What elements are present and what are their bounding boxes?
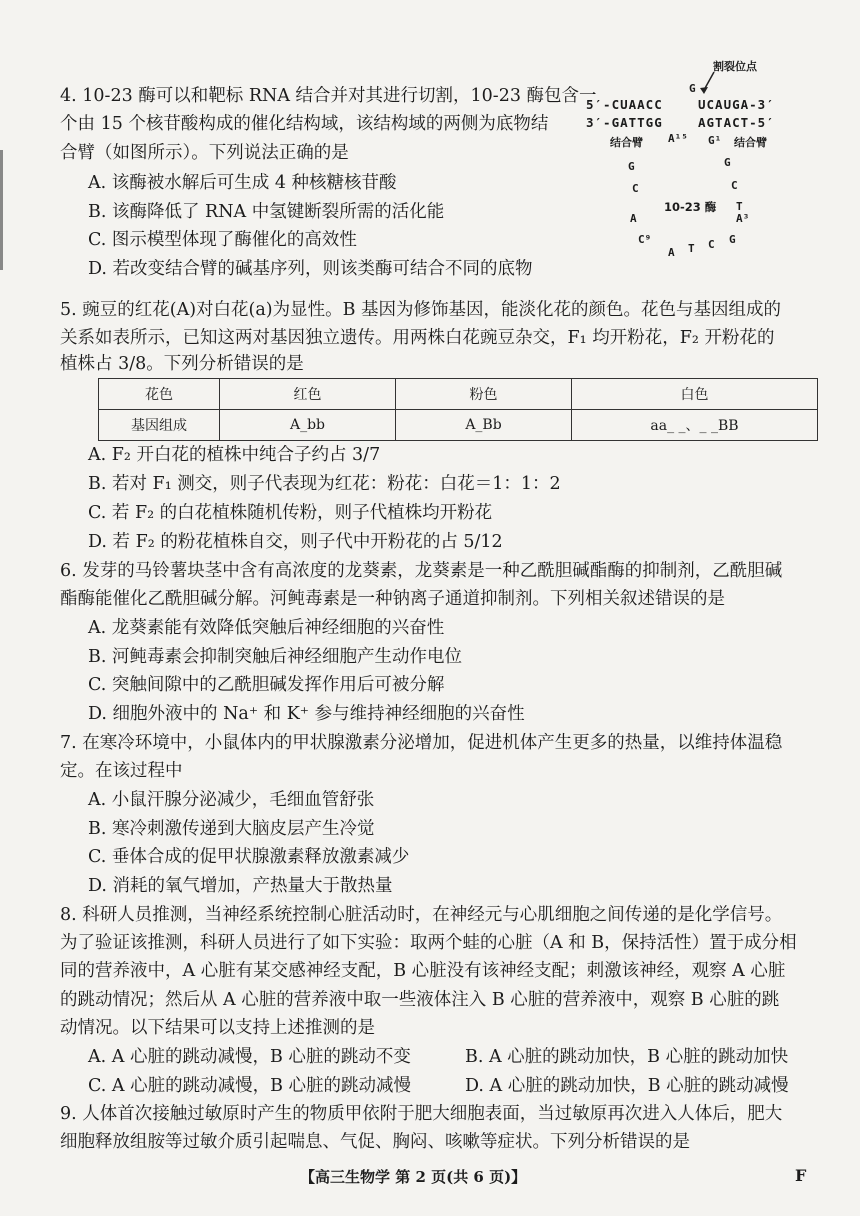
enzyme-name-label: 10-23 酶 xyxy=(664,200,717,214)
q7-option-a: A. 小鼠汗腺分泌减少，毛细血管舒张 xyxy=(88,790,375,810)
q8-option-b: B. A 心脏的跳动加快，B 心脏的跳动加快 xyxy=(465,1047,789,1067)
base-g1: G¹ xyxy=(708,134,722,147)
binding-arm-right-label: 结合臂 xyxy=(734,136,767,149)
q4-option-a: A. 该酶被水解后可生成 4 种核糖核苷酸 xyxy=(88,173,397,193)
q8-stem-line-1: 8. 科研人员推测，当神经系统控制心脏活动时，在神经元与心肌细胞之间传递的是化学信号。 xyxy=(60,905,783,925)
q4-option-c: C. 图示模型体现了酶催化的高效性 xyxy=(88,230,357,250)
q4-stem-line-1: 4. 10-23 酶可以和靶标 RNA 结合并对其进行切割，10-23 酶包含一 xyxy=(60,86,597,106)
q6-option-b: B. 河鲀毒素会抑制突触后神经细胞产生动作电位 xyxy=(88,647,462,667)
table-cell: 基因组成 xyxy=(99,410,220,441)
loop-base: T xyxy=(688,242,695,255)
q9-stem-line-1: 9. 人体首次接触过敏原时产生的物质甲依附于肥大细胞表面，当过敏原再次进入人体后，肥大 xyxy=(60,1104,783,1124)
q8-option-d: D. A 心脏的跳动加快，B 心脏的跳动减慢 xyxy=(465,1076,789,1096)
q5-option-c: C. 若 F₂ 的白花植株随机传粉，则子代植株均开粉花 xyxy=(88,503,493,523)
table-header-cell: 花色 xyxy=(99,379,220,410)
substrate-left: 5′-CUAACC xyxy=(586,97,663,112)
table-row xyxy=(99,379,818,410)
loop-base: G xyxy=(729,233,736,246)
q4-stem-line-2: 个由 15 个核苷酸构成的催化结构域，该结构域的两侧为底物结 xyxy=(60,114,549,134)
enzyme-arm-right: AGTACT-5′ xyxy=(698,115,775,130)
q8-stem-line-3: 同的营养液中，A 心脏有某交感神经支配，B 心脏没有该神经支配；刺激该神经，观察 A 心脏 xyxy=(60,961,786,981)
q5-stem-line-3: 植株占 3/8。下列分析错误的是 xyxy=(60,354,304,374)
cleavage-g-base: G xyxy=(689,82,696,95)
loop-base: A xyxy=(668,246,675,259)
q5-stem-line-1: 5. 豌豆的红花(A)对白花(a)为显性。B 基因为修饰基因，能淡化花的颜色。花色与基因组成的 xyxy=(60,300,782,320)
cleavage-site-label: 割裂位点 xyxy=(713,60,757,73)
q6-option-a: A. 龙葵素能有效降低突触后神经细胞的兴奋性 xyxy=(88,618,445,638)
q6-stem-line-1: 6. 发芽的马铃薯块茎中含有高浓度的龙葵素，龙葵素是一种乙酰胆碱酯酶的抑制剂，乙酰胆碱 xyxy=(60,561,783,581)
q4-stem-line-3: 合臂（如图所示）。下列说法正确的是 xyxy=(60,143,349,163)
cleavage-arrow-icon xyxy=(586,52,816,267)
loop-base: A³ xyxy=(736,212,750,225)
loop-base: T xyxy=(736,200,743,213)
table-cell: A_bb xyxy=(220,410,396,441)
q7-option-b: B. 寒冷刺激传递到大脑皮层产生冷觉 xyxy=(88,819,375,839)
q6-option-d: D. 细胞外液中的 Na⁺ 和 K⁺ 参与维持神经细胞的兴奋性 xyxy=(88,704,525,724)
q6-stem-line-2: 酯酶能催化乙酰胆碱分解。河鲀毒素是一种钠离子通道抑制剂。下列相关叙述错误的是 xyxy=(60,589,725,609)
q7-option-c: C. 垂体合成的促甲状腺激素释放激素减少 xyxy=(88,847,410,867)
q6-option-c: C. 突触间隙中的乙酰胆碱发挥作用后可被分解 xyxy=(88,675,445,695)
table-cell: A_Bb xyxy=(396,410,572,441)
substrate-right: UCAUGA-3′ xyxy=(698,97,775,112)
q5-option-a: A. F₂ 开白花的植株中纯合子约占 3/7 xyxy=(88,445,381,465)
q7-option-d: D. 消耗的氧气增加，产热量大于散热量 xyxy=(88,876,393,896)
q7-stem-line-2: 定。在该过程中 xyxy=(60,761,183,781)
table-row xyxy=(99,410,818,441)
table-header-cell: 红色 xyxy=(220,379,396,410)
q4-option-b: B. 该酶降低了 RNA 中氢键断裂所需的活化能 xyxy=(88,202,445,222)
q8-stem-line-4: 的跳动情况；然后从 A 心脏的营养液中取一些液体注入 B 心脏的营养液中，观察 B 心脏的跳 xyxy=(60,990,780,1010)
q9-stem-line-2: 细胞释放组胺等过敏介质引起喘息、气促、胸闷、咳嗽等症状。下列分析错误的是 xyxy=(60,1132,690,1152)
q5-option-b: B. 若对 F₁ 测交，则子代表现为红花：粉花：白花＝1：1：2 xyxy=(88,474,561,494)
dnazyme-diagram xyxy=(586,52,816,267)
loop-base: G xyxy=(628,160,635,173)
q8-stem-line-2: 为了验证该推测，科研人员进行了如下实验：取两个蛙的心脏（A 和 B，保持活性）置于成分相 xyxy=(60,933,797,953)
genotype-table xyxy=(98,378,818,441)
corner-mark: F xyxy=(795,1166,807,1185)
table-header-cell: 粉色 xyxy=(396,379,572,410)
loop-base: C xyxy=(632,182,639,195)
table-cell: aa_ _、_ _BB xyxy=(572,410,818,441)
scan-edge-mark xyxy=(0,150,3,270)
loop-base: C xyxy=(708,238,715,251)
q5-stem-line-2: 关系如表所示，已知这两对基因独立遗传。用两株白花豌豆杂交，F₁ 均开粉花，F₂ 开粉花的 xyxy=(60,328,775,348)
q8-option-c: C. A 心脏的跳动减慢，B 心脏的跳动减慢 xyxy=(88,1076,412,1096)
q5-option-d: D. 若 F₂ 的粉花植株自交，则子代中开粉花的占 5/12 xyxy=(88,532,503,552)
loop-base: C xyxy=(731,179,738,192)
binding-arm-left-label: 结合臂 xyxy=(610,136,643,149)
page-footer: 【高三生物学 第 2 页(共 6 页)】 xyxy=(300,1168,527,1186)
base-a15: A¹⁵ xyxy=(668,132,688,145)
loop-base: A xyxy=(630,212,637,225)
enzyme-arm-left: 3′-GATTGG xyxy=(586,115,663,130)
q8-stem-line-5: 动情况。以下结果可以支持上述推测的是 xyxy=(60,1018,375,1038)
loop-base: C⁹ xyxy=(638,233,652,246)
table-header-cell: 白色 xyxy=(572,379,818,410)
q7-stem-line-1: 7. 在寒冷环境中，小鼠体内的甲状腺激素分泌增加，促进机体产生更多的热量，以维持体温稳 xyxy=(60,733,783,753)
q8-option-a: A. A 心脏的跳动减慢，B 心脏的跳动不变 xyxy=(88,1047,411,1067)
loop-base: G xyxy=(724,156,731,169)
q4-option-d: D. 若改变结合臂的碱基序列，则该类酶可结合不同的底物 xyxy=(88,259,533,279)
